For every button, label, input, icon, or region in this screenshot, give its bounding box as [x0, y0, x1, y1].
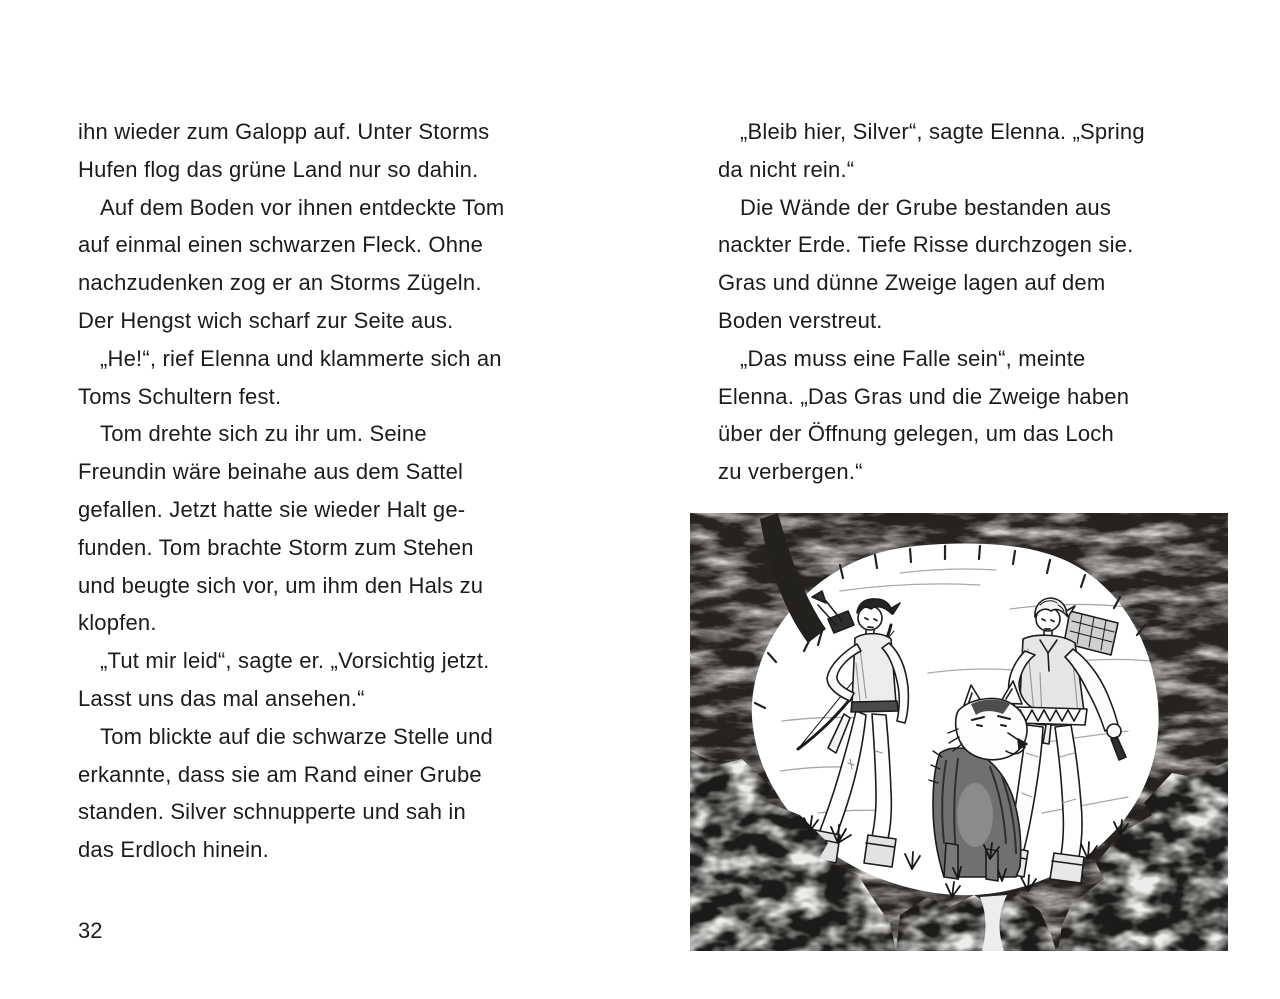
text-line: Hufen flog das grüne Land nur so dahin. — [78, 156, 479, 182]
text-line: „He!“, rief Elenna und klammerte sich an — [100, 345, 502, 371]
text-line: klopfen. — [78, 610, 157, 636]
pit-illustration — [690, 513, 1228, 951]
text-line: funden. Tom brachte Storm zum Stehen — [78, 534, 474, 560]
foreground-rubble — [690, 513, 1228, 951]
text-line: da nicht rein.“ — [718, 156, 855, 182]
text-line: Tom blickte auf die schwarze Stelle und — [100, 723, 493, 749]
text-line: erkannte, dass sie am Rand einer Grube — [78, 761, 482, 787]
text-line: Auf dem Boden vor ihnen entdeckte Tom — [100, 194, 505, 220]
text-line: Tom drehte sich zu ihr um. Seine — [100, 421, 427, 447]
text-line: „Bleib hier, Silver“, sagte Elenna. „Spring — [740, 119, 1145, 144]
text-line: auf einmal einen schwarzen Fleck. Ohne — [78, 232, 484, 258]
text-line: das Erdloch hinein. — [78, 837, 269, 863]
text-line: und beugte sich vor, um ihm den Hals zu — [78, 572, 484, 598]
text-line: Toms Schultern fest. — [78, 383, 282, 409]
text-line: nackter Erde. Tiefe Risse durchzogen sie. — [718, 232, 1134, 258]
text-line: nachzudenken zog er an Storms Zügeln. — [78, 270, 482, 296]
text-line: gefallen. Jetzt hatte sie wieder Halt ge- — [78, 496, 466, 522]
text-line: Gras und dünne Zweige lagen auf dem — [718, 270, 1106, 296]
text-line: Elenna. „Das Gras und die Zweige haben — [718, 383, 1130, 409]
text-line: Freundin wäre beinahe aus dem Sattel — [78, 459, 464, 485]
right-page-text — [718, 113, 1218, 491]
text-line: zu verbergen.“ — [718, 459, 863, 485]
text-line: über der Öffnung gelegen, um das Loch — [718, 421, 1114, 447]
text-line: ihn wieder zum Galopp auf. Unter Storms — [78, 119, 490, 144]
text-line: Lasst uns das mal ansehen.“ — [78, 685, 365, 711]
text-line: standen. Silver schnupperte und sah in — [78, 799, 466, 825]
text-line: „Das muss eine Falle sein“, meinte — [740, 345, 1086, 371]
text-line: Boden verstreut. — [718, 307, 883, 333]
page-number: 32 — [78, 918, 103, 943]
text-line: Der Hengst wich scharf zur Seite aus. — [78, 307, 454, 333]
text-line: „Tut mir leid“, sagte er. „Vorsichtig jetzt. — [100, 648, 490, 674]
left-page-text — [78, 113, 578, 869]
text-line: Die Wände der Grube bestanden aus — [740, 194, 1112, 220]
